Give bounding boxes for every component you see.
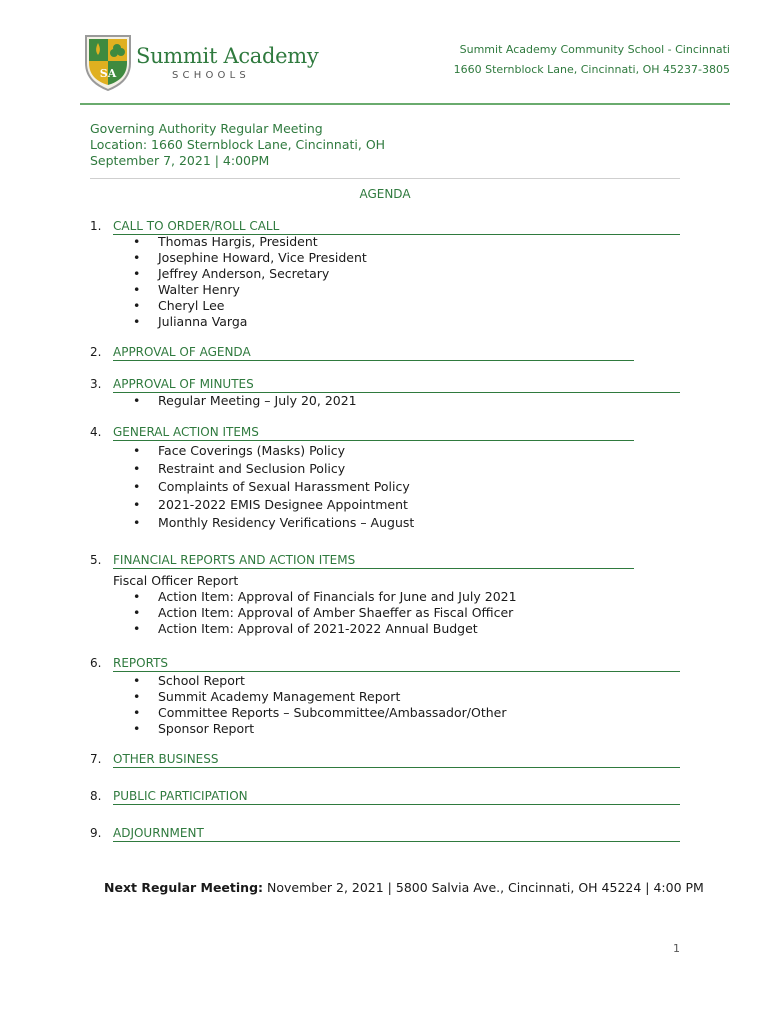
bullet-icon: • [133,479,141,494]
summit-academy-shield-logo [83,33,133,91]
section-number: 7. [90,752,102,766]
bullet-icon: • [133,721,141,736]
section-number: 9. [90,826,102,840]
section-number: 8. [90,789,102,803]
agenda-title: AGENDA [359,187,411,201]
section-title-public-participation: PUBLIC PARTICIPATION [113,789,680,805]
section-title-reports: REPORTS [113,656,680,672]
bullet-icon: • [133,298,141,313]
list-item: Jeffrey Anderson, Secretary [158,266,330,281]
meeting-info-divider [90,178,680,179]
meeting-location: Location: 1660 Sternblock Lane, Cincinnati, OH [90,137,386,152]
section-title-call-to-order: CALL TO ORDER/ROLL CALL [113,219,680,235]
list-item: Regular Meeting – July 20, 2021 [158,393,357,408]
next-meeting-line [104,880,704,895]
section-title-other-business: OTHER BUSINESS [113,752,680,768]
school-address-line: 1660 Sternblock Lane, Cincinnati, OH 45237-3805 [453,63,730,76]
section-subheading: Fiscal Officer Report [113,573,239,588]
bullet-icon: • [133,589,141,604]
list-item: Julianna Varga [158,314,248,329]
section-number: 1. [90,219,102,233]
next-meeting-details: November 2, 2021 | 5800 Salvia Ave., Cincinnati, OH 45224 | 4:00 PM [267,880,704,895]
list-item: Cheryl Lee [158,298,225,313]
list-item: Summit Academy Management Report [158,689,401,704]
logo-monogram: SA [99,67,117,80]
bullet-icon: • [133,250,141,265]
bullet-icon: • [133,705,141,720]
list-item: Thomas Hargis, President [158,234,318,249]
school-name-line: Summit Academy Community School - Cincinnati [459,43,730,56]
bullet-icon: • [133,673,141,688]
bullet-icon: • [133,443,141,458]
list-item: Josephine Howard, Vice President [158,250,367,265]
bullet-icon: • [133,621,141,636]
meeting-title: Governing Authority Regular Meeting [90,121,323,136]
section-title-financial-reports: FINANCIAL REPORTS AND ACTION ITEMS [113,553,634,569]
section-number: 4. [90,425,102,439]
bullet-icon: • [133,282,141,297]
page-number: 1 [673,942,680,955]
brand-name: Summit Academy [136,44,319,68]
meeting-datetime: September 7, 2021 | 4:00PM [90,153,270,168]
list-item: Complaints of Sexual Harassment Policy [158,479,410,494]
section-title-approval-of-minutes: APPROVAL OF MINUTES [113,377,680,393]
brand-subtitle: SCHOOLS [172,70,250,81]
bullet-icon: • [133,393,141,408]
header-divider [80,103,730,105]
section-number: 3. [90,377,102,391]
list-item: 2021-2022 EMIS Designee Appointment [158,497,408,512]
bullet-icon: • [133,461,141,476]
bullet-icon: • [133,266,141,281]
next-meeting-label: Next Regular Meeting: [104,880,264,895]
list-item: Restraint and Seclusion Policy [158,461,346,476]
list-item: Action Item: Approval of 2021-2022 Annual Budget [158,621,478,636]
section-title-adjournment: ADJOURNMENT [113,826,680,842]
bullet-icon: • [133,497,141,512]
list-item: Committee Reports – Subcommittee/Ambassador/Other [158,705,507,720]
list-item: Face Coverings (Masks) Policy [158,443,346,458]
list-item: Walter Henry [158,282,240,297]
bullet-icon: • [133,605,141,620]
list-item: Sponsor Report [158,721,255,736]
list-item: Action Item: Approval of Financials for June and July 2021 [158,589,517,604]
bullet-icon: • [133,689,141,704]
bullet-icon: • [133,234,141,249]
section-title-general-action-items: GENERAL ACTION ITEMS [113,425,634,441]
section-number: 5. [90,553,102,567]
bullet-icon: • [133,314,141,329]
list-item: School Report [158,673,245,688]
section-number: 6. [90,656,102,670]
section-title-approval-of-agenda: APPROVAL OF AGENDA [113,345,634,361]
list-item: Monthly Residency Verifications – August [158,515,415,530]
bullet-icon: • [133,515,141,530]
section-number: 2. [90,345,102,359]
list-item: Action Item: Approval of Amber Shaeffer as Fiscal Officer [158,605,514,620]
